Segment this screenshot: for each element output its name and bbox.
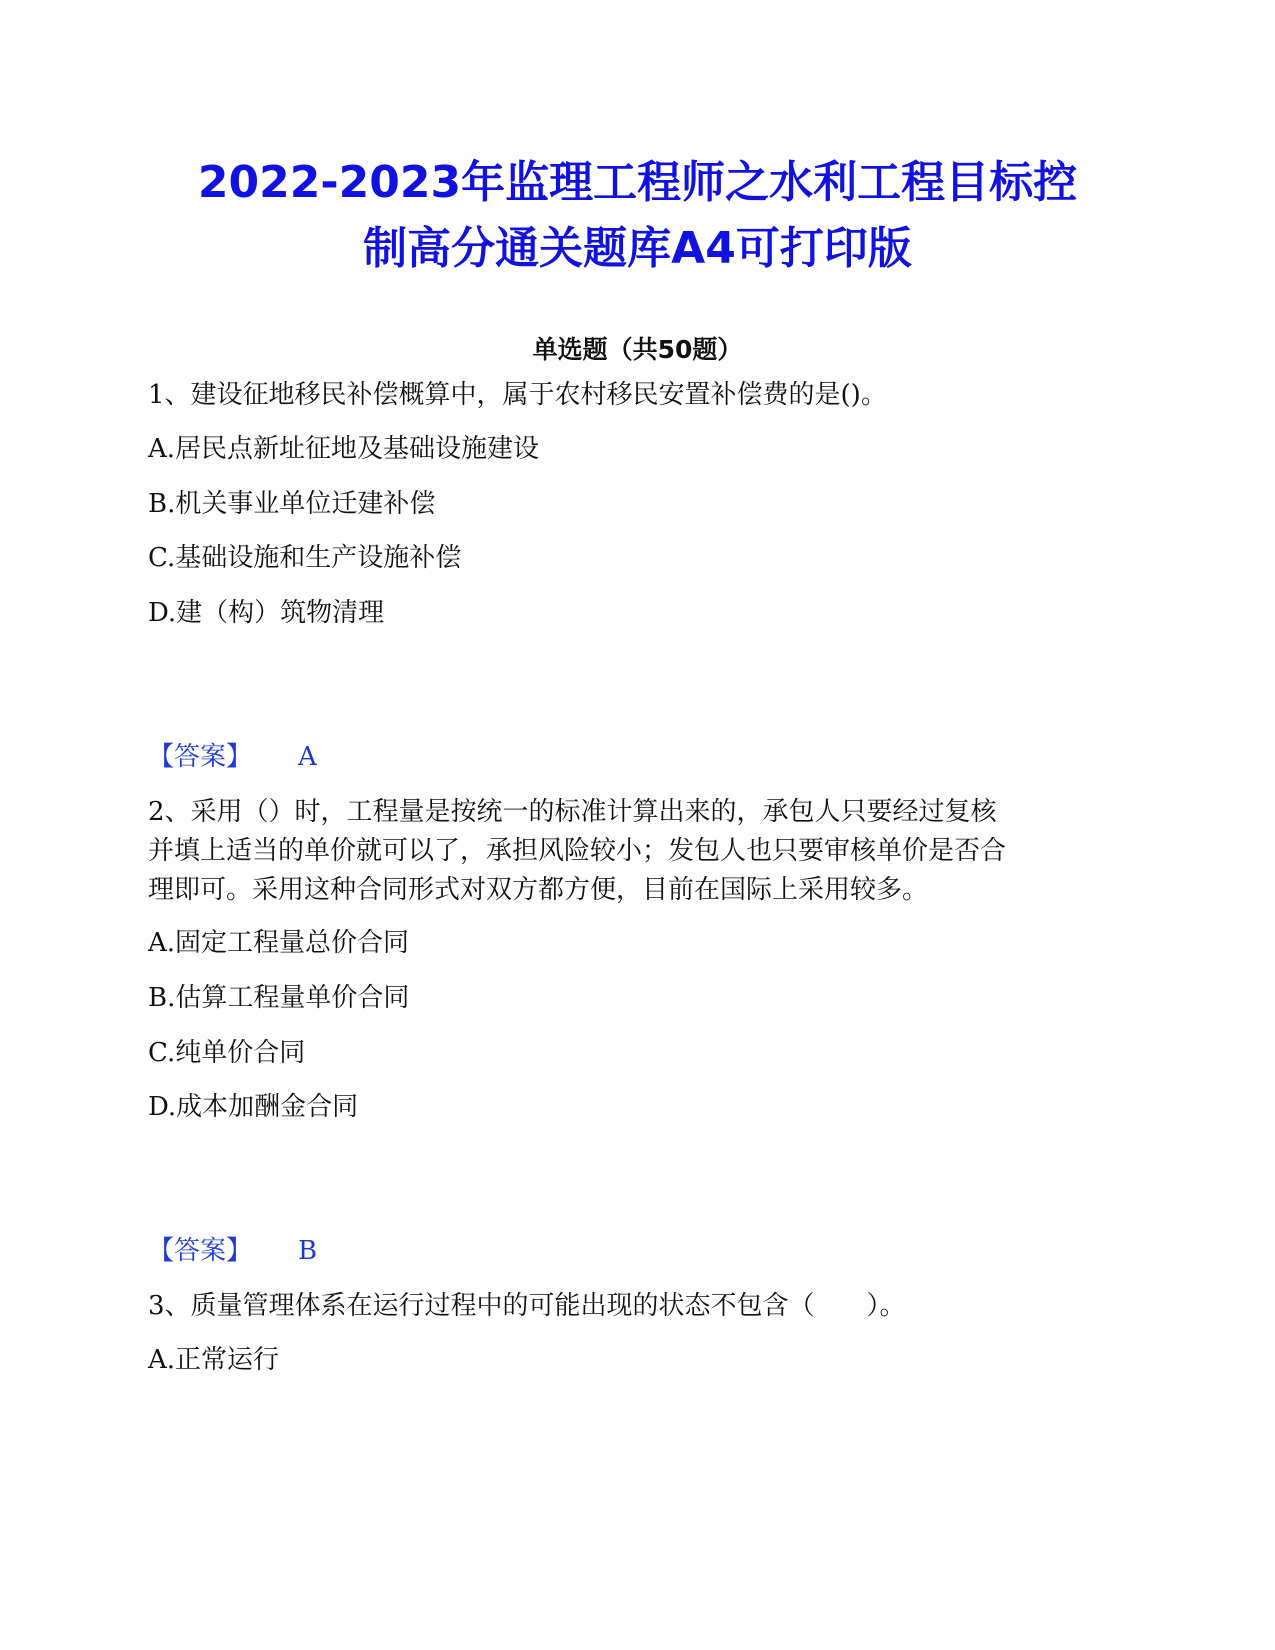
question-1-option-a: A.居民点新址征地及基础设施建设 xyxy=(148,434,540,464)
question-2-option-a: A.固定工程量总价合同 xyxy=(148,928,410,958)
question-2-option-b: B.估算工程量单价合同 xyxy=(148,983,410,1013)
question-2-answer xyxy=(148,1234,317,1268)
answer-label: 【答案】 xyxy=(148,1236,253,1266)
question-1-option-d: D.建（构）筑物清理 xyxy=(148,598,385,628)
question-1-stem: 1、建设征地移民补偿概算中，属于农村移民安置补偿费的是()。 xyxy=(148,380,887,410)
title-line-2: 制高分通关题库A4可打印版 xyxy=(363,223,912,274)
question-2-option-c: C.纯单价合同 xyxy=(148,1038,306,1068)
question-3-option-a: A.正常运行 xyxy=(148,1345,280,1375)
question-3-stem: 3、质量管理体系在运行过程中的可能出现的状态不包含（ ）。 xyxy=(148,1291,906,1321)
question-1-option-b: B.机关事业单位迁建补偿 xyxy=(148,489,436,519)
document-title xyxy=(100,150,1175,282)
question-2-stem-line-2: 并填上适当的单价就可以了，承担风险较小；发包人也只要审核单价是否合 xyxy=(148,836,1007,866)
question-1-answer xyxy=(148,740,317,774)
question-2-stem-line-3: 理即可。采用这种合同形式对双方都方便，目前在国际上采用较多。 xyxy=(148,875,929,905)
answer-value: B xyxy=(298,1236,318,1266)
title-line-1: 2022-2023年监理工程师之水利工程目标控 xyxy=(197,157,1078,208)
section-heading: 单选题（共50题） xyxy=(532,335,743,364)
answer-label: 【答案】 xyxy=(148,742,253,772)
answer-value: A xyxy=(298,742,317,772)
question-2-option-d: D.成本加酬金合同 xyxy=(148,1092,359,1122)
question-1-option-c: C.基础设施和生产设施补偿 xyxy=(148,543,462,573)
question-2-stem-line-1: 2、采用（）时，工程量是按统一的标准计算出来的，承包人只要经过复核 xyxy=(148,797,997,827)
